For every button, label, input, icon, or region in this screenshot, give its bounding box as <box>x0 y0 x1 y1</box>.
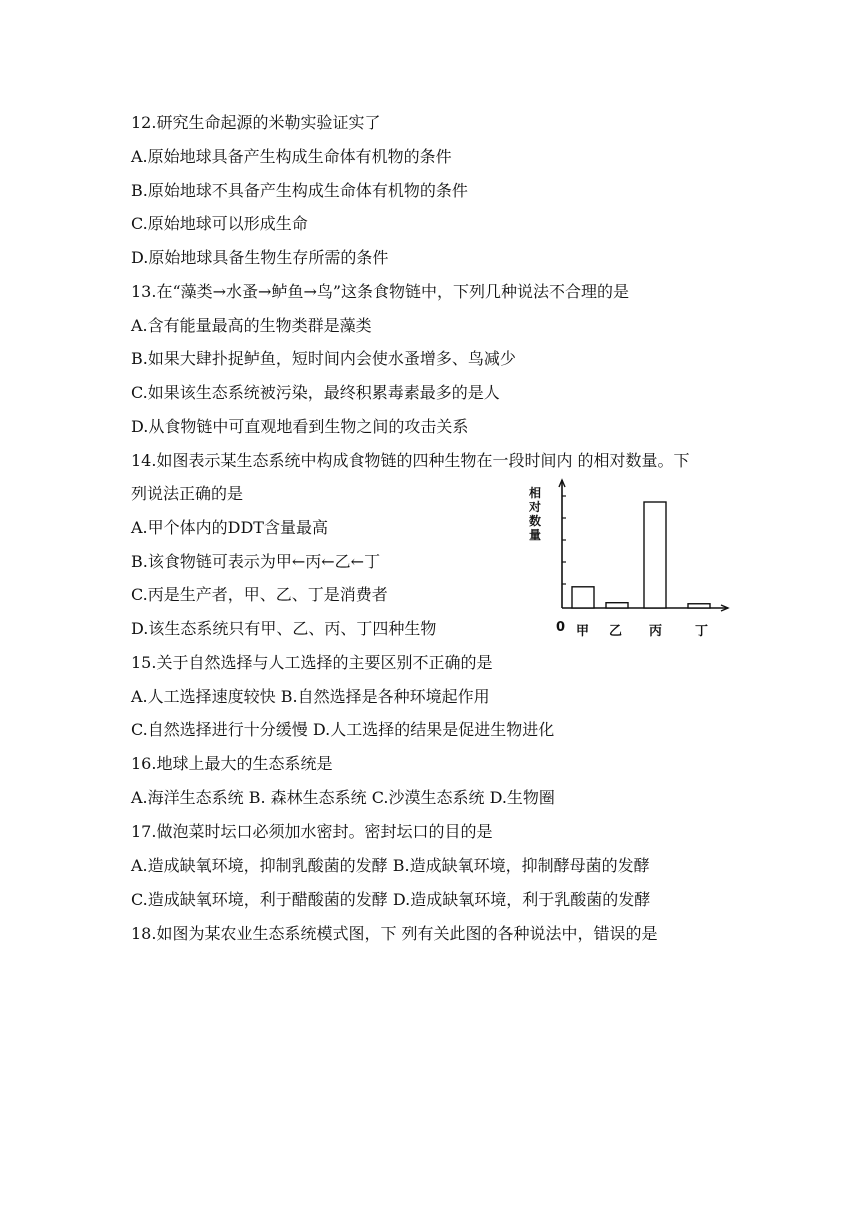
text-line: D.从食物链中可直观地看到生物之间的攻击关系 <box>131 417 469 436</box>
text-line: C.造成缺氧环境，利于醋酸菌的发酵 D.造成缺氧环境，利于乳酸菌的发酵 <box>131 890 651 909</box>
relative-quantity-bar-chart <box>524 474 738 640</box>
ylabel-char: 对 <box>528 500 541 514</box>
text-line: C.原始地球可以形成生命 <box>131 214 308 233</box>
text-line: C.如果该生态系统被污染，最终积累毒素最多的是人 <box>131 383 500 402</box>
x-tick-label: 丙 <box>649 624 663 639</box>
text-line: 列说法正确的是 <box>131 484 244 503</box>
x-tick-label: 丁 <box>695 624 709 639</box>
text-line: C.丙是生产者，甲、乙、丁是消费者 <box>131 585 388 604</box>
chart-plot <box>524 474 738 614</box>
bar-丁 <box>688 604 710 608</box>
origin-label: 0 <box>556 620 566 635</box>
text-line: 17.做泡菜时坛口必须加水密封。密封坛口的目的是 <box>131 822 493 841</box>
bar-甲 <box>572 587 594 608</box>
text-line: A.含有能量最高的生物类群是藻类 <box>131 316 372 335</box>
text-line: 12.研究生命起源的米勒实验证实了 <box>131 113 381 132</box>
bar-丙 <box>644 502 666 608</box>
text-line: B.该食物链可表示为甲←丙←乙←丁 <box>131 552 381 571</box>
ylabel-char: 数 <box>528 514 541 528</box>
text-line: D.原始地球具备生物生存所需的条件 <box>131 248 389 267</box>
text-line: 13.在“藻类→水蚤→鲈鱼→鸟”这条食物链中，下列几种说法不合理的是 <box>131 282 630 301</box>
text-line: A.甲个体内的DDT含量最高 <box>131 518 328 537</box>
text-line: B.原始地球不具备产生构成生命体有机物的条件 <box>131 181 468 200</box>
text-line: 15.关于自然选择与人工选择的主要区别不正确的是 <box>131 653 493 672</box>
ylabel-char: 量 <box>528 528 541 542</box>
text-line: B.如果大肆扑捉鲈鱼，短时间内会使水蚤增多、鸟减少 <box>131 349 516 368</box>
x-tick-label: 乙 <box>609 624 623 639</box>
text-line: C.自然选择进行十分缓慢 D.人工选择的结果是促进生物进化 <box>131 720 555 739</box>
text-line: A.人工选择速度较快 B.自然选择是各种环境起作用 <box>131 687 490 706</box>
text-line: 16.地球上最大的生态系统是 <box>131 754 333 773</box>
bar-乙 <box>606 603 628 608</box>
text-line: A.原始地球具备产生构成生命体有机物的条件 <box>131 147 452 166</box>
text-line: 14.如图表示某生态系统中构成食物链的四种生物在一段时间内 的相对数量。下 <box>131 451 690 470</box>
text-line: A.造成缺氧环境，抑制乳酸菌的发酵 B.造成缺氧环境，抑制酵母菌的发酵 <box>131 856 650 875</box>
x-tick-label: 甲 <box>576 624 590 639</box>
text-line: D.该生态系统只有甲、乙、丙、丁四种生物 <box>131 619 437 638</box>
ylabel-char: 相 <box>528 486 541 500</box>
text-line: A.海洋生态系统 B. 森林生态系统 C.沙漠生态系统 D.生物圈 <box>131 788 555 807</box>
text-line: 18.如图为某农业生态系统模式图，下 列有关此图的各种说法中，错误的是 <box>131 924 658 943</box>
